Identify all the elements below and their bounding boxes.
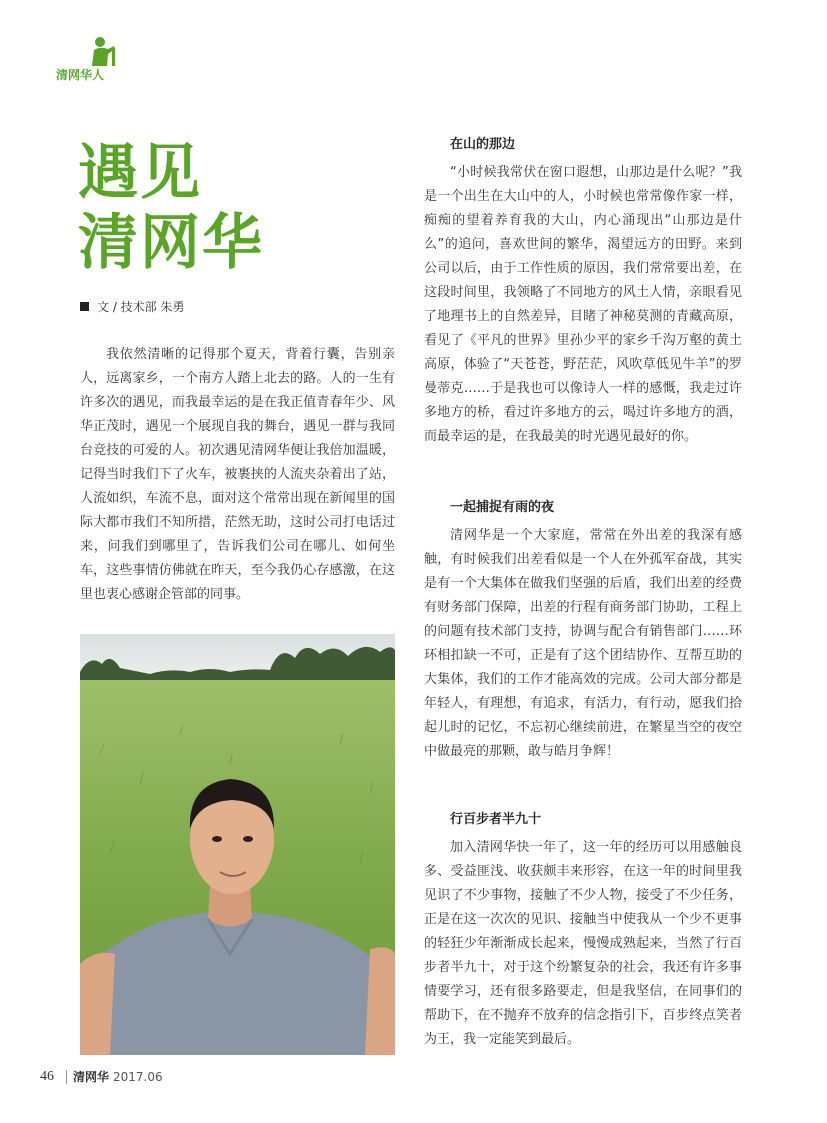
page-footer <box>40 1068 163 1085</box>
section-3-body: 加入清网华快一年了，这一年的经历可以用感触良多、受益匪浅、收获颇丰来形容，在这一年的时间里我见识了不少事物，接触了不少人物，接受了不少任务，正是在这一次次的见识、接触当中使我从一个少不更事的轻狂少年渐渐成长起来，慢慢成熟起来，当然了行百步者半九十，对于这个纷繁复杂的社会，我还有许多事情要学习，还有很多路要走，但是我坚信，在同事们的帮助下，在不抛弃不放弃的信念指引下，百步终点笑者为王，我一定能笑到最后。 <box>424 840 742 1047</box>
article-title <box>78 138 264 278</box>
logo-text: 清网华人 <box>56 68 105 82</box>
section-1-body: “小时候我常伏在窗口遐想，山那边是什么呢？”我是一个出生在大山中的人，小时候也常常像作家一样，痴痴的望着养育我的大山，内心涌现出“山那边是什么”的追问，喜欢世间的繁华，渴望远方的田野。来到公司以后，由于工作性质的原因，我们常常要出差，在这段时间里，我领略了不同地方的风土人情，亲眼看见了地理书上的自然差异，目睹了神秘莫测的青藏高原，看见了《平凡的世界》里孙少平的家乡千沟万壑的黄土高原，体验了“天苍苍，野茫茫，风吹草低见牛羊”的罗曼蒂克……于是我也可以像诗人一样的感慨，我走过许多地方的桥，看过许多地方的云，喝过许多地方的酒，而最幸运的是，在我最美的时光遇见最好的你。 <box>424 165 742 444</box>
byline <box>80 298 185 315</box>
footer-divider <box>66 1070 67 1084</box>
section-3 <box>424 810 742 1052</box>
section-3-heading: 行百步者半九十 <box>450 812 542 827</box>
author-photo-image <box>80 634 395 1055</box>
section-1 <box>424 135 742 449</box>
article-title-line-2: 清网华 <box>78 208 264 278</box>
byline-text: 文 / 技术部 朱勇 <box>97 300 185 314</box>
intro-column <box>80 343 395 607</box>
square-bullet-icon <box>80 302 89 311</box>
page-number: 46 <box>40 1068 54 1084</box>
magazine-logo <box>56 36 126 84</box>
footer-magazine-name: 清网华 <box>73 1070 110 1084</box>
section-2 <box>424 498 742 764</box>
person-logo-icon <box>86 36 118 68</box>
intro-paragraph: 我依然清晰的记得那个夏天，背着行囊，告别亲人，远离家乡，一个南方人踏上北去的路。人的一生有许多次的遇见，而我最幸运的是在我正值青春年少、风华正茂时，遇见一个展现自我的舞台，遇见一群与我同台竞技的可爱的人。初次遇见清网华便让我倍加温暖，记得当时我们下了火车，被裹挟的人流夹杂着出了站，人流如织，车流不息，面对这个常常出现在新闻里的国际大都市我们不知所措，茫然无助，这时公司打电话过来，问我们到哪里了，告诉我们公司在哪儿、如何坐车，这些事情仿佛就在昨天，至今我仍心存感激，在这里也衷心感谢企管部的同事。 <box>80 347 395 602</box>
section-1-heading: 在山的那边 <box>450 137 516 152</box>
section-2-heading: 一起捕捉有雨的夜 <box>450 500 555 515</box>
section-2-body: 清网华是一个大家庭，常常在外出差的我深有感触，有时候我们出差看似是一个人在外孤军奋战，其实是有一个大集体在做我们坚强的后盾，我们出差的经费有财务部门保障，出差的行程有商务部门协助，工程上的问题有技术部门支持，协调与配合有销售部门……环环相扣缺一不可，正是有了这个团结协作、互帮互助的大集体，我们的工作才能高效的完成。公司大部分都是年轻人，有理想，有追求，有活力，有行动，愿我们拾起儿时的记忆，不忘初心继续前进，在繁星当空的夜空中做最亮的那颗，敢与皓月争辉！ <box>424 528 742 759</box>
author-photo <box>80 634 395 1055</box>
article-title-line-1: 遇见 <box>78 138 202 208</box>
footer-issue-date: 2017.06 <box>113 1069 163 1084</box>
